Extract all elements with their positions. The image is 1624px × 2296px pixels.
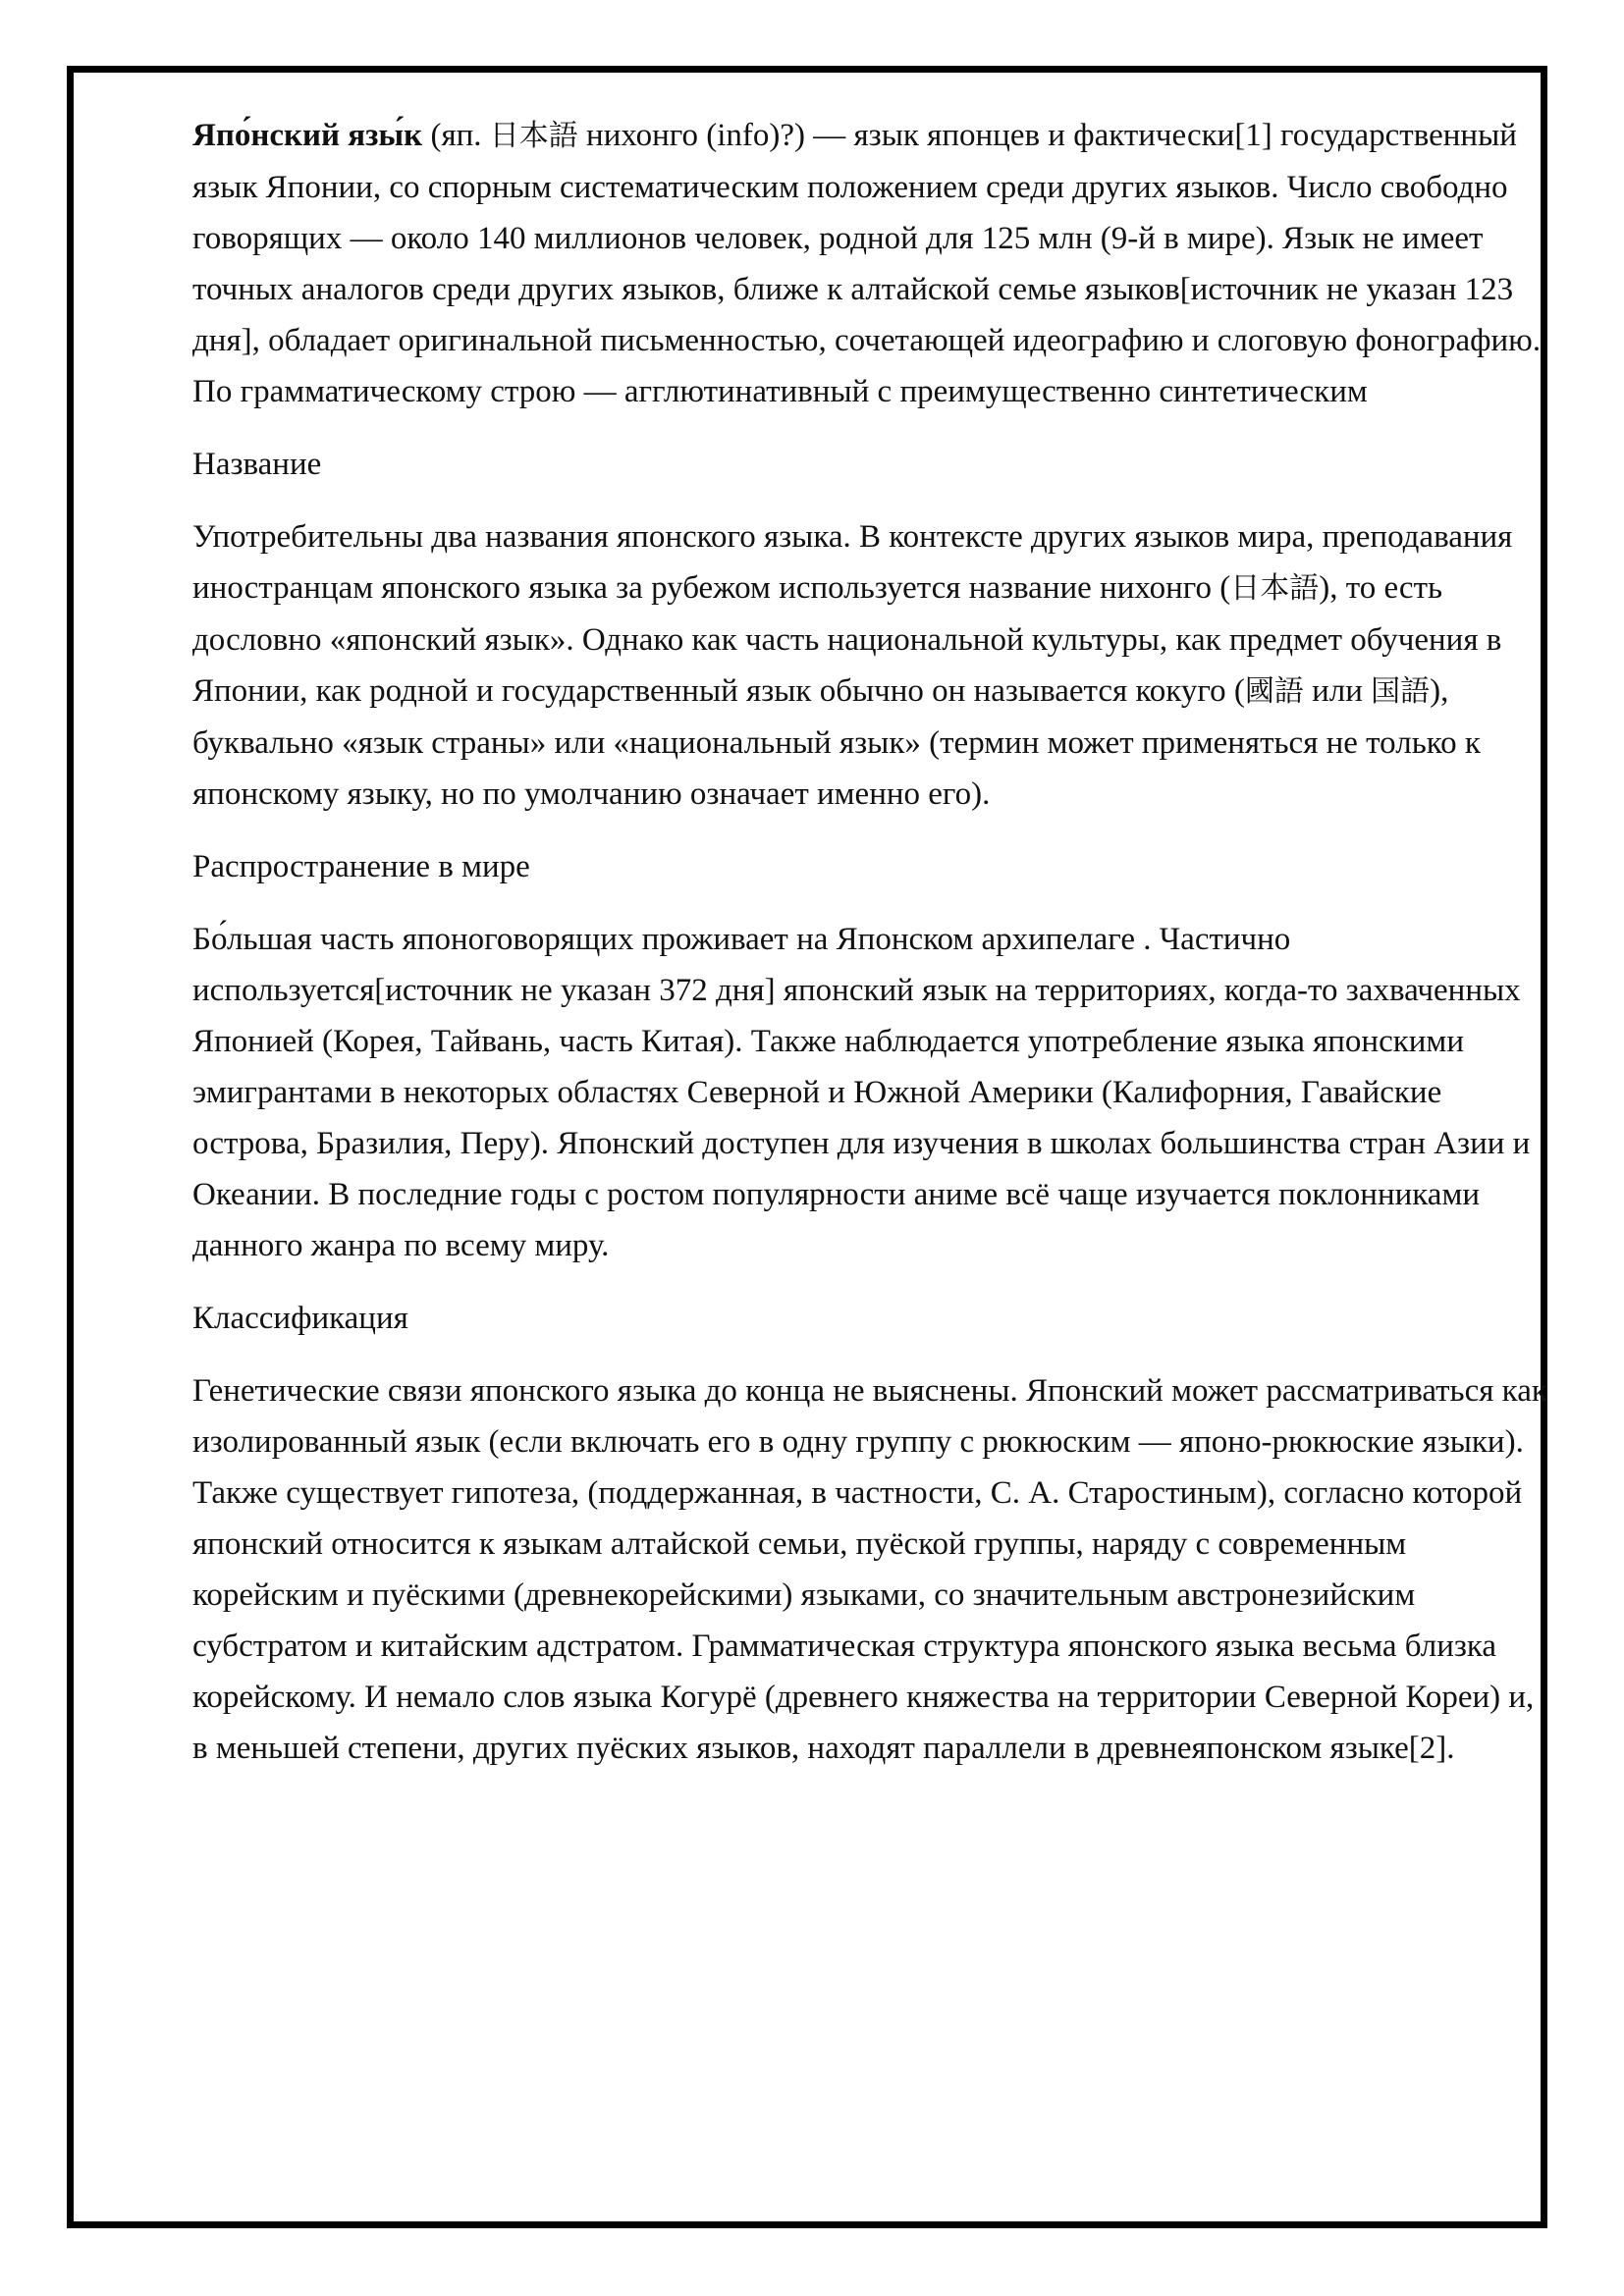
spread-paragraph: Бо́льшая часть японоговорящих проживает на Японском архипелаге . Частично используется[источник не указан 372 дня] японский язык на территориях, когда-то захваченных Японией (Корея, Тайвань, часть Китая). Также наблюдается употребление языка японскими эмигрантами в некоторых областях Северной и Южной Америки (Калифорния, Гавайские острова, Бразилия, Перу). Японский доступен для изучения в школах большинства стран Азии и Океании. В последние годы с ростом популярности аниме всё чаще изучается поклонниками данного жанра по всему миру.: [192, 922, 1531, 1263]
name-text-part-3: или: [1303, 673, 1372, 709]
document-body: [192, 110, 1552, 1795]
intro-text-part-1: (яп.: [422, 118, 490, 153]
section-heading-spread: Распространение в мире: [192, 849, 530, 884]
intro-text-part-2: нихонго (info)?) — язык японцев и фактически[1] государственный язык Японии, со спорным систематическим положением среди других языков. Число свободно говорящих — около 140 миллионов человек, родной для 125 млн (9-й в мире). Язык не имеет точных аналогов среди других языков, ближе к алтайской семье языков[источник не указан 123 дня], обладает оригинальной письменностью, сочетающей идеографию и слоговую фонографию. По грамматическому строю — агглютинативный с преимущественно синтетическим: [192, 118, 1542, 409]
article-title-term: Япо́нский язы́к: [192, 118, 423, 153]
section-heading-classification: Классификация: [192, 1301, 408, 1336]
name-cjk-nihongo: 日本語: [1230, 571, 1320, 606]
name-cjk-kokugo-new: 国語: [1371, 674, 1431, 709]
name-paragraph: [192, 511, 1552, 820]
name-text-part-2: ), то есть дословно «японский язык». Однако как часть национальной культуры, как предмет обучения в Японии, как родной и государственный язык обычно он называется кокуго (: [192, 570, 1502, 709]
name-cjk-kokugo-old: 國語: [1244, 674, 1304, 709]
section-heading-name: Название: [192, 447, 322, 482]
name-text-part-1: Употребительны два названия японского языка. В контексте других языков мира, преподавания иностранцам японского языка за рубежом используется название нихонго (: [192, 519, 1513, 606]
name-text-part-4: ), буквально «язык страны» или «национальный язык» (термин может применяться не только к японскому языку, но по умолчанию означает именно его).: [192, 673, 1481, 812]
classification-paragraph: Генетические связи японского языка до конца не выяснены. Японский может рассматриваться как изолированный язык (если включать его в одну группу с рюкюским — японо-рюкюские языки). Также существует гипотеза, (поддержанная, в частности, С. А. Старостиным), согласно которой японский относится к языкам алтайской семьи, пуёской группы, наряду с современным корейским и пуёскими (древнекорейскими) языками, со значительным австронезийским субстратом и китайским адстратом. Грамматическая структура японского языка весьма близка корейскому. И немало слов языка Когурё (древнего княжества на территории Северной Кореи) и, в меньшей степени, других пуёских языков, находят параллели в древнеяпонском языке[2].: [192, 1373, 1547, 1766]
intro-cjk-nihongo: 日本語: [489, 119, 578, 153]
intro-paragraph: [192, 110, 1552, 417]
